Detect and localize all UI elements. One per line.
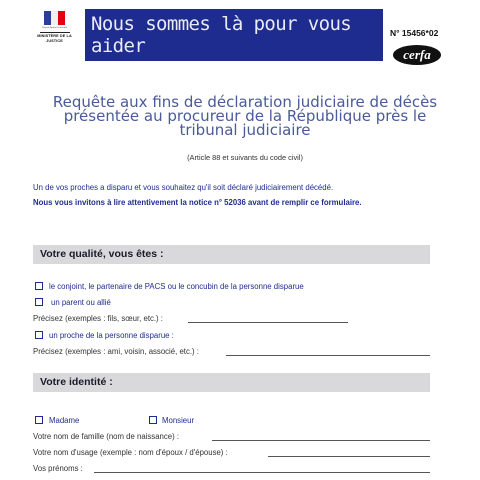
nom-famille-field[interactable] bbox=[212, 440, 430, 441]
ministry-logo bbox=[33, 8, 76, 60]
checkbox-madame[interactable] bbox=[35, 416, 43, 424]
precisez-parent-label: Précisez (exemples : fils, sœur, etc.) : bbox=[33, 314, 163, 323]
document-title: Requête aux fins de déclaration judiciaire de décès présentée au procureur de la République près le tribunal judiciaire bbox=[52, 93, 438, 139]
option-spouse-label: le conjoint, le partenaire de PACS ou le concubin de la personne disparue bbox=[49, 282, 304, 291]
option-madame-label: Madame bbox=[49, 416, 80, 425]
logo-divider bbox=[40, 32, 70, 33]
section-identite-heading: Votre identité : bbox=[33, 373, 430, 392]
nom-famille-label: Votre nom de famille (nom de naissance) : bbox=[33, 432, 180, 441]
option-proche-label: un proche de la personne disparue : bbox=[49, 331, 174, 340]
cerfa-logo: cerfa bbox=[393, 45, 441, 65]
intro-notice-text: Nous vous invitons à lire attentivement la notice n° 52036 avant de remplir ce formulaire. bbox=[33, 198, 362, 207]
checkbox-proche[interactable] bbox=[35, 331, 43, 339]
precisez-proche-label: Précisez (exemples : ami, voisin, associé, etc.) : bbox=[33, 347, 199, 356]
logo-motto: Liberté Égalité Fraternité bbox=[42, 26, 67, 29]
precisez-proche-field[interactable] bbox=[226, 355, 430, 356]
logo-ministry: MINISTÈRE DE LA JUSTICE bbox=[37, 34, 72, 43]
help-banner bbox=[85, 9, 383, 61]
option-parent-label: un parent ou allié bbox=[51, 298, 111, 307]
precisez-parent-field[interactable] bbox=[188, 322, 348, 323]
prenoms-label: Vos prénoms : bbox=[33, 464, 83, 473]
checkbox-spouse[interactable] bbox=[35, 282, 43, 290]
document-subtitle: (Article 88 et suivants du code civil) bbox=[187, 153, 303, 162]
checkbox-parent[interactable] bbox=[35, 298, 43, 306]
intro-text: Un de vos proches a disparu et vous souhaitez qu'il soit déclaré judiciairement décédé. bbox=[33, 183, 334, 192]
banner-text: Nous sommes là pour vous aider bbox=[91, 13, 352, 57]
french-flag-icon bbox=[44, 11, 65, 25]
checkbox-monsieur[interactable] bbox=[149, 416, 157, 424]
section-qualite-heading: Votre qualité, vous êtes : bbox=[33, 245, 430, 264]
prenoms-field[interactable] bbox=[94, 472, 430, 473]
option-monsieur-label: Monsieur bbox=[162, 416, 195, 425]
nom-usage-field[interactable] bbox=[268, 456, 430, 457]
form-number: N° 15456*02 bbox=[390, 28, 439, 38]
nom-usage-label: Votre nom d'usage (exemple : nom d'époux / d'épouse) : bbox=[33, 448, 228, 457]
